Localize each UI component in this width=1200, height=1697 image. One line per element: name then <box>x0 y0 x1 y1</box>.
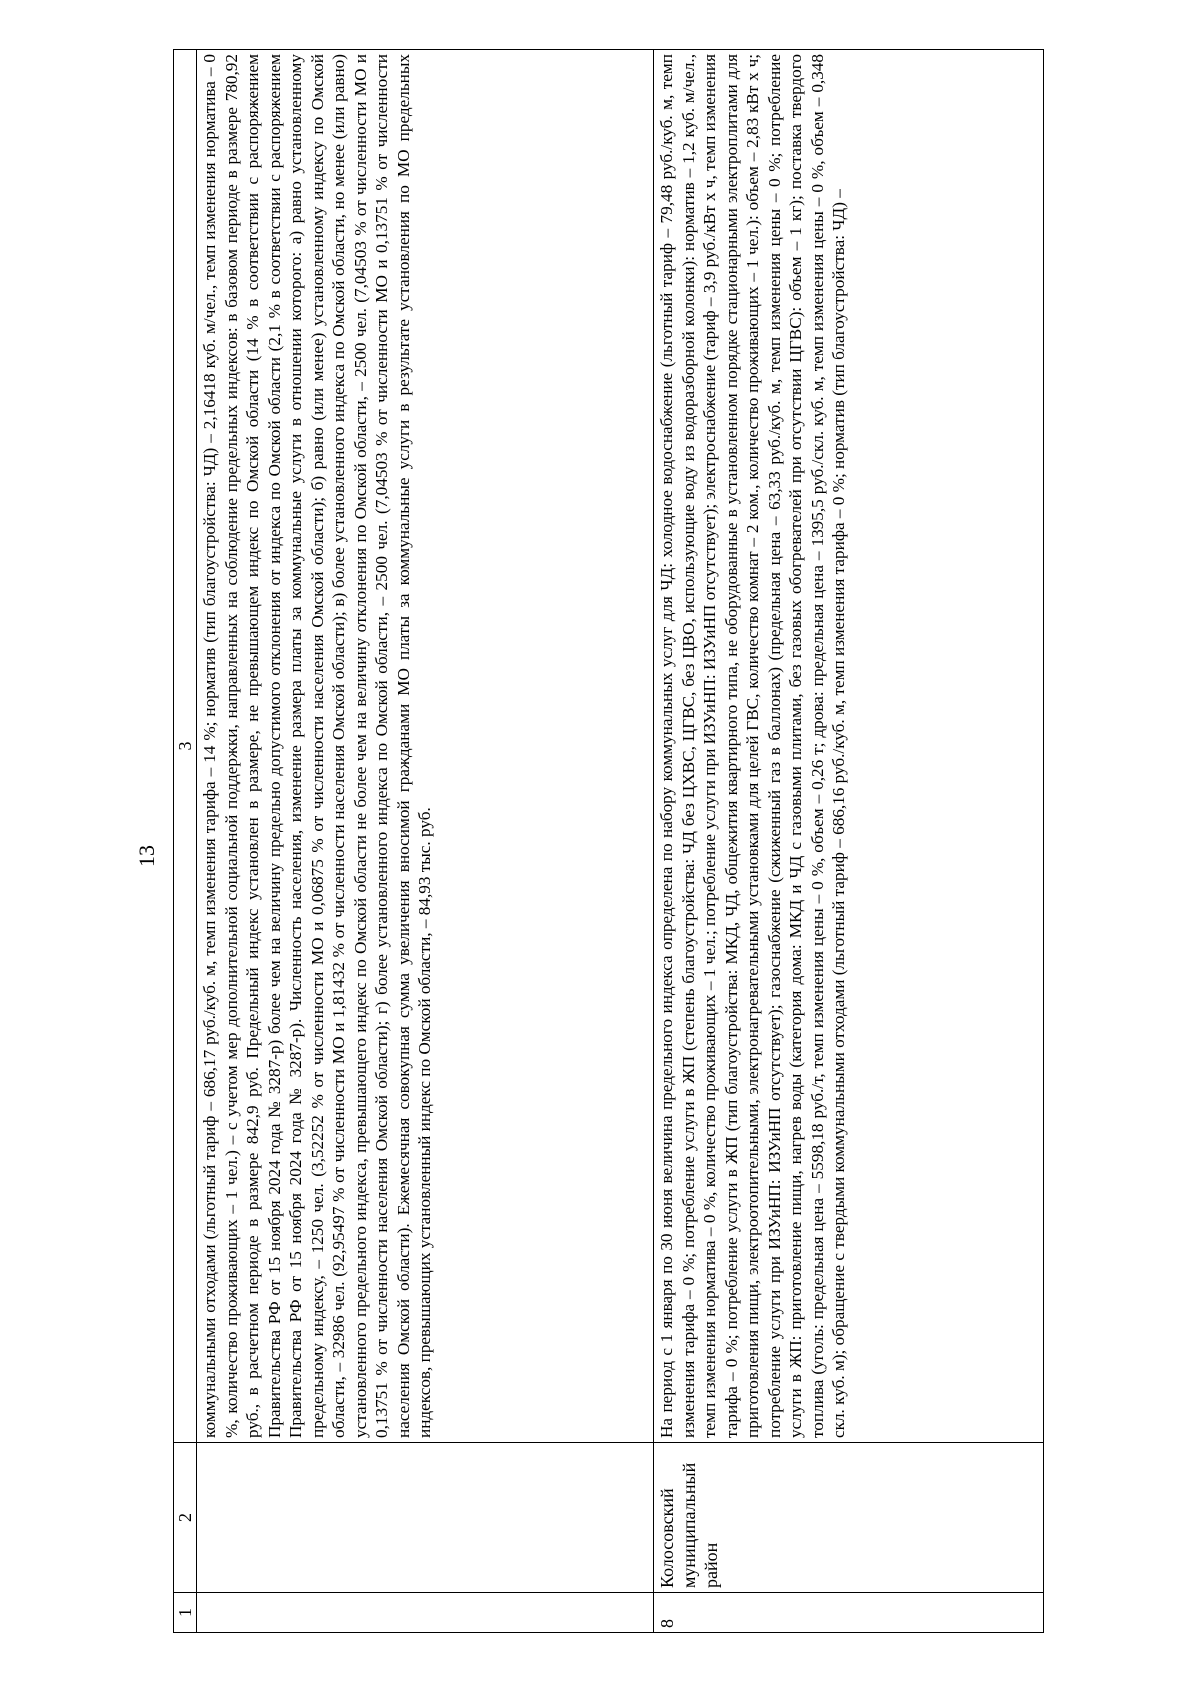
header-col-2: 2 <box>174 1443 197 1593</box>
row-number: 8 <box>654 1593 1044 1633</box>
row-description: коммунальными отходами (льготный тариф – 686,17 руб./куб. м, темп изменения тарифа – 14 %; норматив (тип благоустройства: ЧД) – 2,16418 куб. м/чел., темп изменения норматива – 0 %, количество проживающих – 1 чел.) – с учетом мер дополнительной социальной поддержки, направленных на соблюдение предельных индексов: в базовом периоде в размере 780,92 руб., в расчетном периоде в размере 842,9 руб. Предельный индекс установлен в размере, не превышающем индекс по Омской области (14 % в соответствии с распоряжением Правительства РФ от 15 ноября 2024 года № 3287-р) более чем на величину предельно допустимого отклонения от индекса по Омской области (2,1 % в соответствии с распоряжением Правительства РФ от 15 ноября 2024 года № 3287-р). Численность населения, изменение размера платы за коммунальные услуги в отношении которого: а) равно установленному предельному индексу, – 1250 чел. (3,52252 % от численности МО и 0,06875 % от численности населения Омской области); б) равно (или менее) установленному индексу по Омской области, – 32986 чел. (92,95497 % от численности МО и 1,81432 % от численности населения Омской области); в) более установленного индекса по Омской области, но менее (или равно) установленного предельного индекса, превышающего индекс по Омской области не более чем на величину отклонения по Омской области, – 2500 чел. (7,04503 % от численности МО и 0,13751 % от численности населения Омской области); г) более установленного индекса по Омской области, – 2500 чел. (7,04503 % от численности МО и 0,13751 % от численности населения Омской области). Ежемесячная совокупная сумма увеличения вносимой гражданами МО платы за коммунальные услуги в результате установления по МО предельных индексов, превышающих установленный индекс по Омской области, – 84,93 тыс. руб. <box>197 50 654 1443</box>
header-col-1: 1 <box>174 1593 197 1633</box>
row-number <box>197 1593 654 1633</box>
page-number: 13 <box>134 845 159 867</box>
table-row <box>654 50 1044 1633</box>
row-district-name <box>197 1443 654 1593</box>
row-district-name: Колосовский муниципальный район <box>654 1443 1044 1593</box>
table-row <box>197 50 654 1633</box>
document-table <box>173 49 1044 1633</box>
table-header-row <box>174 50 197 1633</box>
row-description: На период с 1 января по 30 июня величина предельного индекса определена по набору коммунальных услуг для ЧД: холодное водоснабжение (льготный тариф – 79,48 руб./куб. м, темп изменения тарифа – 0 %; потребление услуги в ЖП (степень благоустройства: ЧД без ЦХВС, ЦГВС, без ЦВО, использующие воду из водоразборной колонки): норматив – 1,2 куб. м/чел., темп изменения норматива – 0 %, количество проживающих – 1 чел.; потребление услуги при ИЗУиНП: ИЗУиНП отсутствует); электроснабжение (тариф – 3,9 руб./кВт х ч, темп изменения тарифа – 0 %; потребление услуги в ЖП (тип благоустройства: МКД, ЧД, общежития квартирного типа, не оборудованные в установленном порядке стационарными электроплитами для приготовления пищи, электроотопительными, электронагревательными установками для целей ГВС, количество комнат – 2 ком., количество проживающих – 1 чел.): объем – 2,83 кВт х ч; потребление услуги при ИЗУиНП: ИЗУиНП отсутствует); газоснабжение (сжиженный газ в баллонах) (предельная цена – 63,33 руб./куб. м, темп изменения цены – 0 %; потребление услуги в ЖП: приготовление пищи, нагрев воды (категория дома: МКД и ЧД с газовыми плитами, без газовых обогревателей при отсутствии ЦГВС): объем – 1 кг); поставка твердого топлива (уголь: предельная цена – 5598,18 руб./т, темп изменения цены – 0 %, объем – 0,26 т; дрова: предельная цена – 1395,5 руб./скл. куб. м, темп изменения цены – 0 %, объем – 0,348 скл. куб. м); обращение с твердыми коммунальными отходами (льготный тариф – 686,16 руб./куб. м, темп изменения тарифа – 0 %; норматив (тип благоустройства: ЧД) – <box>654 50 1044 1443</box>
header-col-3: 3 <box>174 50 197 1443</box>
